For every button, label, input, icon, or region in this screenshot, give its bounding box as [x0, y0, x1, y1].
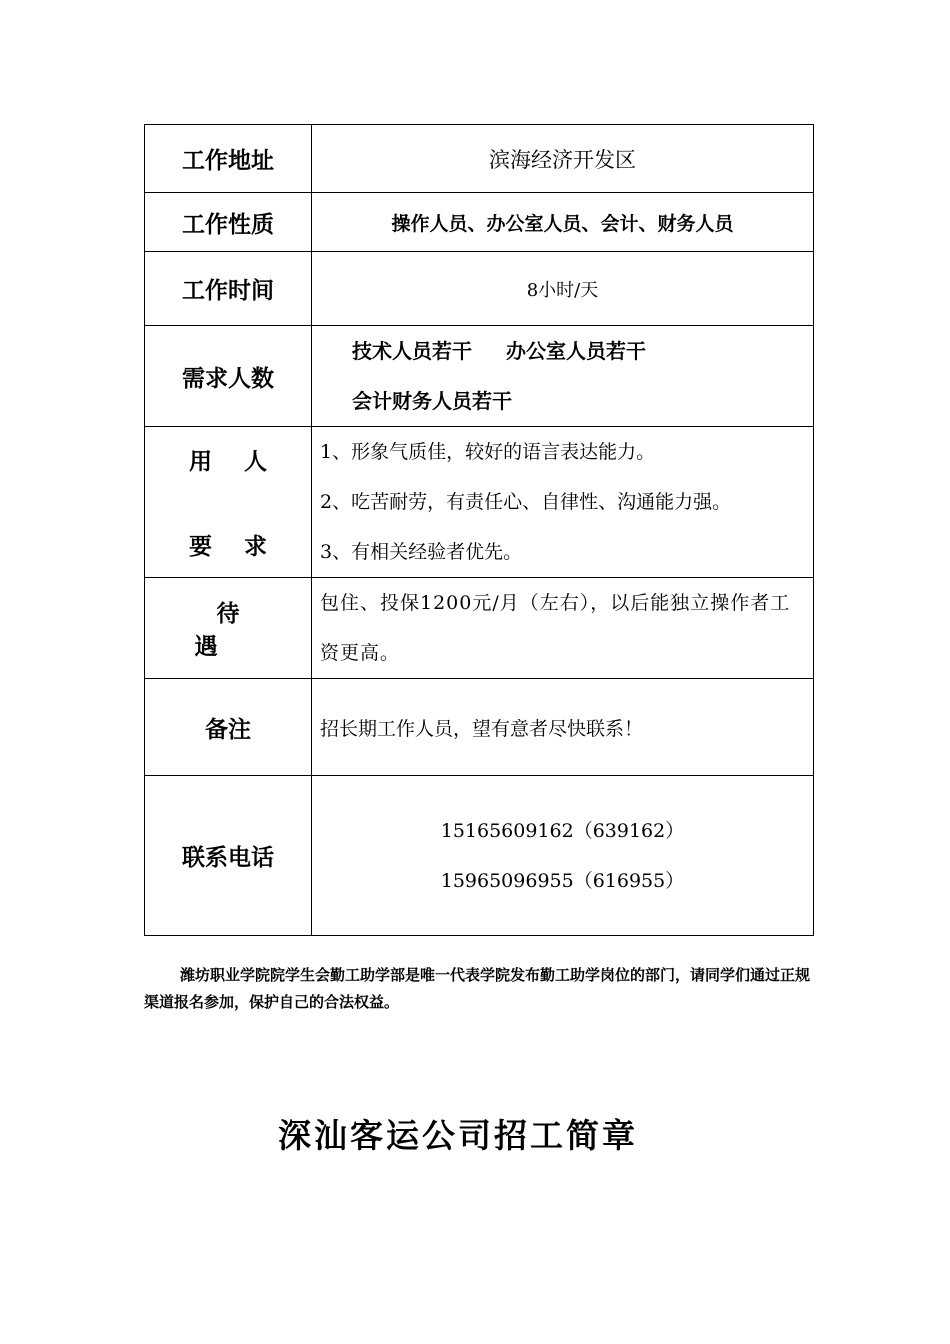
phone-number: 15165609162（639162）	[440, 819, 685, 842]
headcount-office: 办公室人员若干	[506, 339, 646, 363]
requirements-label	[145, 427, 312, 578]
address-label: 工作地址	[145, 125, 312, 193]
hours-label: 工作时间	[145, 252, 312, 326]
remarks-label: 备注	[145, 679, 312, 776]
row-contact	[145, 776, 814, 936]
phone-number: 15965096955（616955）	[440, 869, 685, 892]
requirements-label-bottom: 要 求	[188, 534, 279, 560]
requirement-item: 2、吃苦耐劳，有责任心、自律性、沟通能力强。	[320, 491, 732, 513]
headcount-label: 需求人数	[145, 326, 312, 427]
benefits-label: 待 遇	[145, 578, 312, 679]
document-title: 深汕客运公司招工简章	[278, 1116, 638, 1155]
contact-value	[312, 776, 814, 936]
nature-label: 工作性质	[145, 193, 312, 252]
headcount-value	[312, 326, 814, 427]
headcount-line-1	[352, 326, 813, 376]
address-value: 滨海经济开发区	[312, 125, 814, 193]
remarks-value: 招长期工作人员，望有意者尽快联系！	[312, 679, 814, 776]
benefits-value: 包住、投保1200元/月（左右），以后能独立操作者工资更高。	[312, 578, 814, 679]
row-benefits	[145, 578, 814, 679]
requirements-value	[312, 427, 814, 578]
row-requirements	[145, 427, 814, 578]
requirements-label-top: 用 人	[188, 449, 279, 475]
row-remarks	[145, 679, 814, 776]
notice-paragraph: 潍坊职业学院院学生会勤工助学部是唯一代表学院发布勤工助学岗位的部门，请同学们通过正规渠道报名参加，保护自己的合法权益。	[144, 966, 811, 1011]
contact-label: 联系电话	[145, 776, 312, 936]
headcount-tech: 技术人员若干	[352, 339, 472, 363]
nature-value: 操作人员、办公室人员、会计、财务人员	[312, 193, 814, 252]
requirement-item: 3、有相关经验者优先。	[320, 541, 523, 563]
job-info-table	[144, 124, 814, 936]
row-hours	[145, 252, 814, 326]
headcount-accounting: 会计财务人员若干	[352, 389, 512, 413]
hours-value: 8小时/天	[312, 252, 814, 326]
row-nature	[145, 193, 814, 252]
requirement-item: 1、形象气质佳，较好的语言表达能力。	[320, 441, 656, 463]
row-headcount	[145, 326, 814, 427]
row-address	[145, 125, 814, 193]
